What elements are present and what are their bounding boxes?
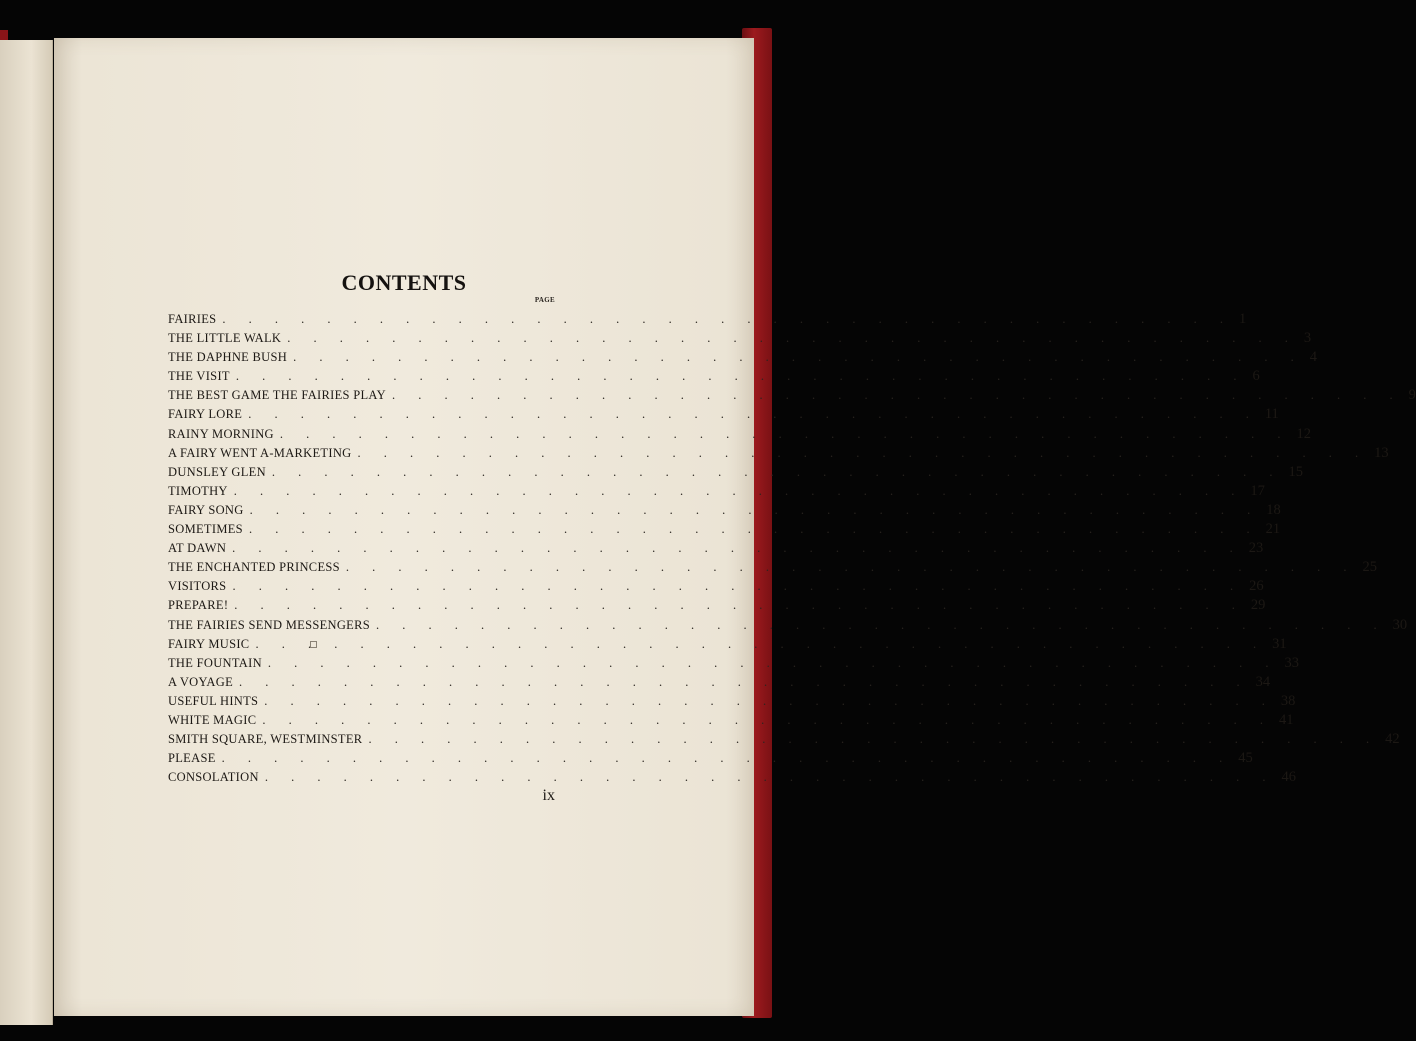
toc-entry-title: THE LITTLE WALK [168,331,282,346]
toc-entry [168,367,1260,386]
toc-entry-page: 15 [1288,463,1304,480]
toc-entry-page: 6 [1252,368,1260,385]
toc-entry-page: 3 [1303,330,1312,347]
toc-entry [168,768,1296,787]
dot-leader: . . . . . . . . . . . . . . . . . . . . . . . . . . . . . . . . . . . . . . . [391,388,1403,403]
toc-entry [168,749,1253,768]
toc-entry-title: THE ENCHANTED PRINCESS [168,560,340,575]
toc-entry [168,310,1247,329]
toc-entry-title: DUNSLEY GLEN [168,464,266,479]
contents-page [54,38,1416,1016]
toc-entry [168,501,1281,520]
toc-entry [168,405,1279,424]
dot-leader: . . . . . . . . . . . . . . . . . . . . . . . . . . . . . . . . . . . . . . . [293,350,1304,365]
toc-entry-page: 18 [1266,501,1281,518]
toc-entry [168,616,1408,635]
dot-leader: . . . . . . . . . . . . . . . . . . . . . . . . . . . . . . . . . . . . . . . [345,560,1357,575]
page-column-label: PAGE [534,296,555,304]
toc-entry-title: SOMETIMES [168,522,243,537]
dot-leader: . . . . . . . . . . . . . . . . . . . . . . . . . . . . . . . . . . . . . . . [264,770,1276,785]
toc-entry-page: 9 [1408,387,1416,404]
toc-entry-title: TIMOTHY [168,483,228,498]
toc-entry [168,558,1378,577]
toc-entry-title: CONSOLATION [168,770,259,785]
dot-leader: . . . . . . . . . . . . . . . . . . . . . . . . . . . . . . . . . . . . . . . [279,426,1291,441]
toc-entry-title: VISITORS [168,579,227,594]
toc-entry-title: THE FAIRIES SEND MESSENGERS [168,617,370,632]
toc-entry-title: A FAIRY WENT A-MARKETING [168,445,352,460]
toc-entry [168,425,1311,444]
toc-entry [168,386,1416,405]
toc-entry-title: FAIRY MUSIC [168,636,250,651]
dot-leader: . . . . . . . . . . . . . . . . . . . . . . . . . . . . . . . . . . . . . . . [287,331,1298,346]
toc-entry-title: SMITH SQUARE, WESTMINSTER [168,732,363,747]
toc-entry-title: RAINY MORNING [168,426,274,441]
toc-entry-title: PLEASE [168,751,216,766]
dot-leader: . . . . . . . . . . . . . . . . . . . . . . . . . . . . . . . . . . . . . . . [232,579,1244,594]
dot-leader: . . . . . . . . . . . . . . . . . . . . . . . . . . . . . . . . . . . . . . . [249,502,1261,517]
library-mark-icon [310,641,317,648]
dot-leader: . . . . . . . . . . . . . . . . . . . . . . . . . . . . . . . . . . . . . . . [375,617,1387,632]
toc-entry-title: FAIRIES [168,312,217,326]
dot-leader: . . . . . . . . . . . . . . . . . . . . . . . . . . . . . . . . . . . . . . . [222,312,1234,326]
page-title: CONTENTS [341,270,467,295]
toc-entry [168,577,1264,596]
dot-leader: . . . . . . . . . . . . . . . . . . . . . . . . . . . . . . . . . . . . . . . [368,732,1380,747]
toc-entry-page: 41 [1278,711,1294,728]
toc-entry [168,692,1296,711]
toc-entry-page: 11 [1264,406,1279,423]
toc-entry-page: 33 [1284,654,1300,671]
page-number: ix [542,787,555,804]
toc-entry-page: 4 [1309,349,1317,366]
dot-leader: . . . . . . . . . . . . . . . . . . . . . . . . . . . . . . . . . . . . . . . [248,522,1260,537]
dot-leader: . . . . . . . . . . . . . . . . . . . . . . . . . . . . . . . . . . . . . . . [234,598,1245,613]
dot-leader: . . . . . . . . . . . . . . . . . . . . . . . . . . . . . . . . . . . . . . . [255,636,1267,651]
dot-leader: . . . . . . . . . . . . . . . . . . . . . . . . . . . . . . . . . . . . . . . [239,674,1250,689]
toc-entry [168,596,1266,615]
dot-leader: . . . . . . . . . . . . . . . . . . . . . . . . . . . . . . . . . . . . . . . [235,369,1247,384]
toc-entry-page: 38 [1280,692,1296,709]
toc-entry [168,329,1312,348]
toc-entry-page: 21 [1265,521,1281,538]
toc-entry-page: 30 [1392,616,1408,633]
toc-entry-page: 1 [1239,311,1247,327]
left-page-edge [0,40,53,1025]
dot-leader: . . . . . . . . . . . . . . . . . . . . . . . . . . . . . . . . . . . . . . . [357,445,1369,460]
toc-entry-page: 46 [1281,769,1296,786]
toc-entry-page: 31 [1272,635,1287,652]
toc-entry-page: 29 [1250,597,1266,614]
toc-entry-title: THE DAPHNE BUSH [168,350,288,365]
dot-leader: . . . . . . . . . . . . . . . . . . . . . . . . . . . . . . . . . . . . . . . [271,464,1283,479]
toc-entry-page: 23 [1248,540,1264,557]
dot-leader: . . . . . . . . . . . . . . . . . . . . . . . . . . . . . . . . . . . . . . . [232,541,1243,556]
table-of-contents [168,310,1416,787]
toc-entry-page: 26 [1249,578,1264,595]
toc-entry-page: 17 [1250,482,1265,499]
toc-entry [168,539,1264,558]
toc-entry-title: AT DAWN [168,541,227,556]
toc-entry-title: THE BEST GAME THE FAIRIES PLAY [168,388,386,403]
toc-entry-page: 12 [1296,425,1311,442]
toc-entry [168,444,1389,463]
toc-entry-title: FAIRY LORE [168,407,243,422]
dot-leader: . . . . . . . . . . . . . . . . . . . . . . . . . . . . . . . . . . . . . . . [233,483,1245,498]
toc-entry-title: USEFUL HINTS [168,693,259,708]
toc-entry [168,520,1281,539]
toc-entry-title: THE VISIT [168,369,230,384]
dot-leader: . . . . . . . . . . . . . . . . . . . . . . . . . . . . . . . . . . . . . . . [262,712,1273,727]
toc-entry-page: 25 [1362,559,1378,576]
dot-leader: . . . . . . . . . . . . . . . . . . . . . . . . . . . . . . . . . . . . . . . [264,693,1275,708]
toc-entry-title: A VOYAGE [168,674,234,689]
toc-entry [168,654,1300,673]
toc-entry-title: WHITE MAGIC [168,712,257,727]
toc-entry-page: 34 [1255,673,1271,690]
toc-entry [168,482,1265,501]
toc-entry [168,711,1294,730]
left-cover-corner [0,30,8,40]
toc-entry [168,463,1304,482]
toc-entry-title: FAIRY SONG [168,502,244,517]
toc-entry-page: 42 [1385,731,1400,748]
toc-entry-page: 13 [1374,444,1389,461]
dot-leader: . . . . . . . . . . . . . . . . . . . . . . . . . . . . . . . . . . . . . . . [221,751,1233,766]
toc-entry-title: PREPARE! [168,598,229,613]
toc-entry [168,348,1317,367]
dot-leader: . . . . . . . . . . . . . . . . . . . . . . . . . . . . . . . . . . . . . . . [248,407,1259,422]
dot-leader: . . . . . . . . . . . . . . . . . . . . . . . . . . . . . . . . . . . . . . . [267,655,1279,670]
toc-entry [168,635,1287,654]
toc-entry-page: 45 [1238,750,1253,767]
toc-entry-title: THE FOUNTAIN [168,655,262,670]
toc-entry [168,673,1271,692]
toc-entry [168,730,1400,749]
